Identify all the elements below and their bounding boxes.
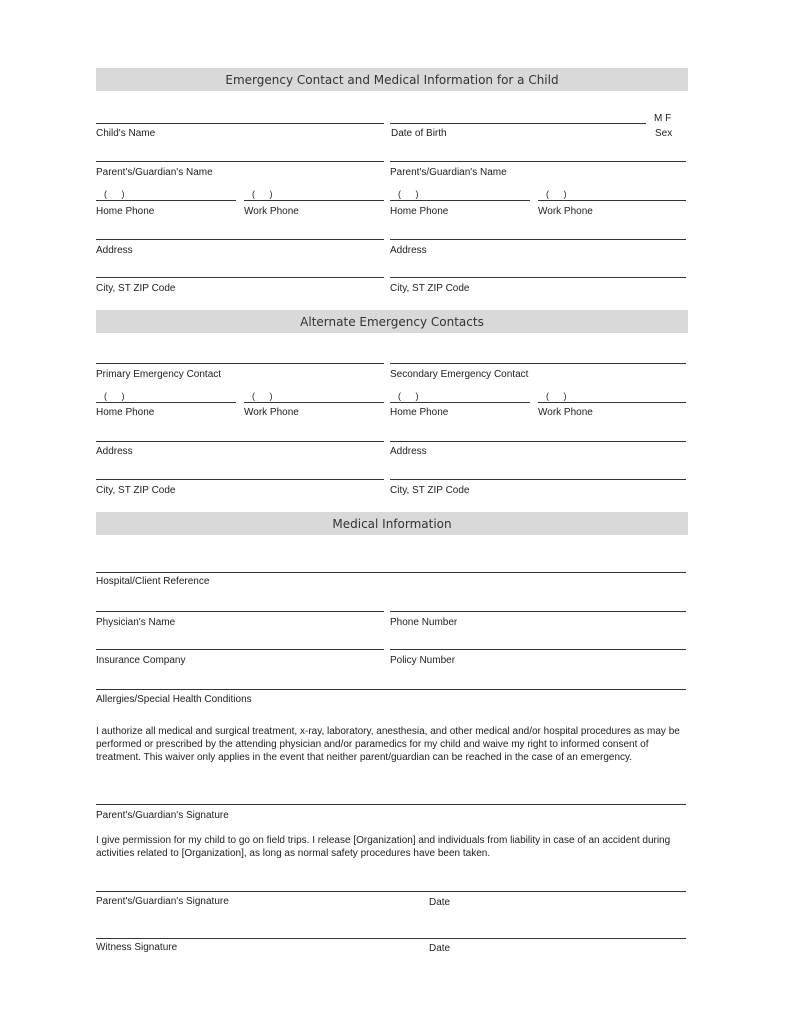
dob-label: Date of Birth (391, 128, 447, 139)
city-label: City, ST ZIP Code (96, 283, 176, 294)
insurance-line[interactable] (96, 649, 384, 650)
work-phone-label: Work Phone (538, 407, 593, 418)
phone-paren: ( ) (104, 391, 131, 401)
secondary-home-phone-line[interactable] (390, 402, 530, 403)
medical-info-header: Medical Information (96, 512, 688, 535)
sex-options[interactable]: M F (654, 113, 672, 124)
phone-paren: ( ) (546, 391, 573, 401)
address-label: Address (390, 245, 427, 256)
secondary-contact-line[interactable] (390, 363, 686, 364)
parent2-work-phone-line[interactable] (538, 200, 686, 201)
parent1-name-label: Parent's/Guardian's Name (96, 167, 213, 178)
address-label: Address (96, 446, 133, 457)
witness-signature-line[interactable] (96, 938, 686, 939)
phone-number-label: Phone Number (390, 617, 458, 628)
home-phone-label: Home Phone (96, 206, 155, 217)
authorization-text: I authorize all medical and surgical treatment, x-ray, laboratory, anesthesia, and other medical and/or hospital procedures as may be performed or prescribed by the attending physician and/or paramedics for my child and waive my right to informed consent of treatment. This waiver only applies in the event that neither parent/guardian can be reached in the case of an emergency. (96, 726, 680, 763)
home-phone-label: Home Phone (390, 407, 449, 418)
primary-contact-line[interactable] (96, 363, 384, 364)
parent1-home-phone-line[interactable] (96, 200, 236, 201)
phone-paren: ( ) (398, 391, 425, 401)
parent2-name-line[interactable] (390, 161, 686, 162)
city-label: City, ST ZIP Code (390, 485, 470, 496)
phone-paren: ( ) (252, 391, 279, 401)
phone-paren: ( ) (252, 189, 279, 199)
child-name-line[interactable] (96, 123, 384, 124)
insurance-label: Insurance Company (96, 655, 186, 666)
parent2-home-phone-line[interactable] (390, 200, 530, 201)
phone-paren: ( ) (398, 189, 425, 199)
field-trip-date-label: Date (429, 897, 451, 908)
primary-address-line[interactable] (96, 441, 384, 442)
hospital-line[interactable] (96, 572, 686, 573)
work-phone-label: Work Phone (244, 206, 299, 217)
allergies-line[interactable] (96, 689, 686, 690)
field-trip-signature-label: Parent's/Guardian's Signature (96, 896, 229, 907)
primary-home-phone-line[interactable] (96, 402, 236, 403)
dob-line[interactable] (390, 123, 646, 124)
hospital-label: Hospital/Client Reference (96, 576, 210, 587)
primary-city-line[interactable] (96, 479, 384, 480)
phone-paren: ( ) (546, 189, 573, 199)
secondary-city-line[interactable] (390, 479, 686, 480)
secondary-contact-label: Secondary Emergency Contact (390, 369, 529, 380)
authorization-signature-line[interactable] (96, 804, 686, 805)
city-label: City, ST ZIP Code (96, 485, 176, 496)
phone-paren: ( ) (104, 189, 131, 199)
physician-label: Physician's Name (96, 617, 176, 628)
primary-contact-label: Primary Emergency Contact (96, 369, 222, 380)
physician-phone-line[interactable] (390, 611, 686, 612)
field-trip-signature-line[interactable] (96, 891, 686, 892)
parent2-city-line[interactable] (390, 277, 686, 278)
work-phone-label: Work Phone (538, 206, 593, 217)
parent1-city-line[interactable] (96, 277, 384, 278)
form-title: Emergency Contact and Medical Information for a Child (96, 68, 688, 91)
policy-line[interactable] (390, 649, 686, 650)
allergies-label: Allergies/Special Health Conditions (96, 694, 252, 705)
parent2-name-label: Parent's/Guardian's Name (390, 167, 507, 178)
witness-date-label: Date (429, 943, 451, 954)
parent1-work-phone-line[interactable] (244, 200, 384, 201)
parent1-address-line[interactable] (96, 239, 384, 240)
address-label: Address (390, 446, 427, 457)
policy-label: Policy Number (390, 655, 456, 666)
secondary-work-phone-line[interactable] (538, 402, 686, 403)
authorization-signature-label: Parent's/Guardian's Signature (96, 810, 229, 821)
primary-work-phone-line[interactable] (244, 402, 384, 403)
address-label: Address (96, 245, 133, 256)
alternate-contacts-header: Alternate Emergency Contacts (96, 310, 688, 333)
child-name-label: Child's Name (96, 128, 156, 139)
field-trip-text: I give permission for my child to go on field trips. I release [Organization] and individuals from liability in case of an accident during activities related to [Organization], as long as normal safety procedures have been taken. (96, 835, 671, 859)
secondary-address-line[interactable] (390, 441, 686, 442)
parent1-name-line[interactable] (96, 161, 384, 162)
city-label: City, ST ZIP Code (390, 283, 470, 294)
witness-signature-label: Witness Signature (96, 942, 178, 953)
sex-label: Sex (655, 128, 673, 139)
work-phone-label: Work Phone (244, 407, 299, 418)
home-phone-label: Home Phone (390, 206, 449, 217)
physician-line[interactable] (96, 611, 384, 612)
parent2-address-line[interactable] (390, 239, 686, 240)
home-phone-label: Home Phone (96, 407, 155, 418)
